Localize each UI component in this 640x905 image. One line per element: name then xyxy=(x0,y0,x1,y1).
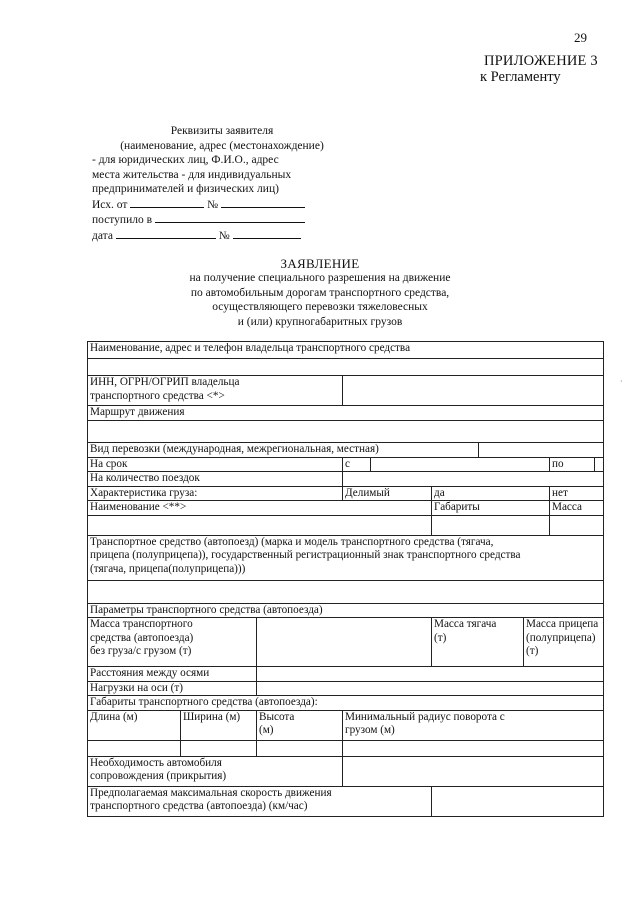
radius-label: грузом (м) xyxy=(345,724,395,736)
outgoing-label: Исх. от xyxy=(92,198,128,211)
subtitle-line: и (или) крупногабаритных грузов xyxy=(237,315,403,328)
cargo-name-label: Наименование <**> xyxy=(90,501,187,513)
vehicle-mass-value[interactable] xyxy=(257,618,432,667)
inn-value-cell[interactable] xyxy=(343,376,604,406)
cargo-mass-label: Масса xyxy=(552,501,582,513)
vehicle-description-line: Транспортное средство (автопоезд) (марка и модель транспортного средства (тягача, xyxy=(90,535,494,548)
transport-type-label: Вид перевозки (международная, межрегиональная, местная) xyxy=(90,442,379,455)
requisites-line: места жительства - для индивидуальных xyxy=(92,168,292,181)
scan-mark: · xyxy=(620,377,623,386)
height-value[interactable] xyxy=(257,740,343,756)
width-value[interactable] xyxy=(181,740,257,756)
period-from-label: с xyxy=(345,457,350,470)
trailer-mass-label: Масса прицепа xyxy=(526,618,599,630)
vehicle-description-line: (тягача, прицепа(полуприцепа))) xyxy=(90,562,246,575)
outgoing-date-blank xyxy=(130,197,204,208)
number-sign: № xyxy=(218,229,230,242)
speed-cell xyxy=(88,786,432,816)
subtitle-line: на получение специального разрешения на движение xyxy=(189,272,451,284)
cargo-char-label: Характеристика груза: xyxy=(90,486,198,499)
yes-label: да xyxy=(434,486,445,499)
trailer-mass-cell xyxy=(524,618,604,667)
cargo-name-cell xyxy=(88,501,432,516)
trips-value-cell[interactable] xyxy=(343,472,604,487)
received-blank xyxy=(155,212,305,223)
cargo-char-cell xyxy=(88,486,343,501)
inn-label: транспортного средства <*> xyxy=(90,389,225,402)
received-label: поступило в xyxy=(92,214,153,226)
appendix-title: ПРИЛОЖЕНИЕ 3 xyxy=(484,53,598,69)
divisible-yes-cell[interactable] xyxy=(432,486,550,501)
escort-label: сопровождения (прикрытия) xyxy=(90,770,227,782)
cargo-dimensions-cell xyxy=(432,501,550,516)
requisites-line: - для юридических лиц, Ф.И.О., адрес xyxy=(92,154,279,166)
period-label: На срок xyxy=(90,457,128,470)
cargo-mass-cell xyxy=(550,501,604,516)
tractor-mass-label: (т) xyxy=(434,631,447,644)
outgoing-number-blank xyxy=(221,197,305,208)
inn-label: ИНН, ОГРН/ОГРИП владельца xyxy=(90,376,240,388)
subtitle-line: осуществляющего перевозки тяжеловесных xyxy=(212,301,428,313)
trailer-mass-label: (т) xyxy=(526,645,539,657)
tractor-mass-cell xyxy=(432,618,524,667)
escort-cell xyxy=(88,756,343,786)
period-label-cell xyxy=(88,457,343,472)
axle-load-label: Нагрузки на оси (т) xyxy=(90,681,184,694)
period-to-value[interactable] xyxy=(595,457,604,472)
owner-label: Наименование, адрес и телефон владельца транспортного средства xyxy=(90,342,411,354)
vehicle-description-line: прицепа (полуприцепа)), государственный регистрационный знак транспортного средства xyxy=(90,549,521,561)
params-label: Параметры транспортного средства (автопоезда) xyxy=(90,603,323,616)
applicant-requisites xyxy=(92,124,352,243)
route-label: Маршрут движения xyxy=(90,406,185,418)
inn-label-cell xyxy=(88,376,343,406)
page-number: 29 xyxy=(574,30,587,45)
vehicle-mass-label: средства (автопоезда) xyxy=(90,631,194,644)
trips-label: На количество поездок xyxy=(90,472,200,484)
period-to-cell xyxy=(550,457,595,472)
axle-load-value[interactable] xyxy=(257,681,604,696)
outgoing-line xyxy=(92,197,352,213)
tractor-mass-label: Масса тягача xyxy=(434,618,497,630)
statement-subtitle xyxy=(0,271,640,329)
requisites-line: (наименование, адрес (местонахождение) xyxy=(120,139,324,152)
statement-title: ЗАЯВЛЕНИЕ xyxy=(280,256,360,271)
route-value-cell[interactable] xyxy=(88,420,604,442)
vehicle-mass-cell xyxy=(88,618,257,667)
radius-label: Минимальный радиус поворота с xyxy=(345,710,505,723)
axle-distance-cell xyxy=(88,667,257,682)
speed-label: Предполагаемая максимальная скорость движения xyxy=(90,786,332,799)
transport-type-value-cell[interactable] xyxy=(479,442,604,457)
axle-distance-label: Расстояния между осями xyxy=(90,667,210,679)
trips-label-cell xyxy=(88,472,343,487)
route-row xyxy=(88,406,604,421)
date-blank xyxy=(116,228,216,239)
height-cell xyxy=(257,710,343,740)
height-label: (м) xyxy=(259,724,274,736)
date-line xyxy=(92,228,352,244)
height-label: Высота xyxy=(259,710,295,723)
period-from-value[interactable] xyxy=(371,457,550,472)
cargo-dimensions-value[interactable] xyxy=(432,515,550,535)
requisites-heading: Реквизиты заявителя xyxy=(170,125,274,137)
owner-value-cell[interactable] xyxy=(88,359,604,376)
requisites-line: предпринимателей и физических лиц) xyxy=(92,183,279,195)
escort-value[interactable] xyxy=(343,756,604,786)
vehicle-dims-row xyxy=(88,696,604,711)
axle-distance-value[interactable] xyxy=(257,667,604,682)
vehicle-mass-label: без груза/с грузом (т) xyxy=(90,645,192,657)
radius-cell xyxy=(343,710,604,740)
radius-value[interactable] xyxy=(343,740,604,756)
length-value[interactable] xyxy=(88,740,181,756)
speed-value[interactable] xyxy=(432,786,604,816)
cargo-dimensions-label: Габариты xyxy=(434,501,480,513)
received-line xyxy=(92,212,352,228)
date-label: дата xyxy=(92,229,113,242)
axle-load-cell xyxy=(88,681,257,696)
divisible-cell xyxy=(343,486,432,501)
vehicle-description-value[interactable] xyxy=(88,580,604,603)
subtitle-line: по автомобильным дорогам транспортного средства, xyxy=(190,286,450,299)
period-from-cell xyxy=(343,457,371,472)
divisible-no-cell[interactable] xyxy=(550,486,604,501)
width-cell xyxy=(181,710,257,740)
length-cell xyxy=(88,710,181,740)
vehicle-description-cell xyxy=(88,535,604,580)
application-form xyxy=(87,341,604,817)
width-label: Ширина (м) xyxy=(183,710,241,723)
owner-row xyxy=(88,342,604,359)
number-sign: № xyxy=(207,198,219,211)
period-to-label: по xyxy=(552,457,564,470)
no-label: нет xyxy=(552,486,568,499)
cargo-mass-value[interactable] xyxy=(550,515,604,535)
params-row xyxy=(88,603,604,618)
escort-label: Необходимость автомобиля xyxy=(90,756,222,769)
vehicle-dims-label: Габариты транспортного средства (автопоезда): xyxy=(90,696,318,708)
cargo-name-value[interactable] xyxy=(88,515,432,535)
divisible-label: Делимый xyxy=(345,486,390,499)
transport-type-cell xyxy=(88,442,479,457)
appendix-subtitle: к Регламенту xyxy=(480,69,561,85)
vehicle-mass-label: Масса транспортного xyxy=(90,618,193,630)
length-label: Длина (м) xyxy=(90,710,138,723)
speed-label: транспортного средства (автопоезда) (км/час) xyxy=(90,800,308,812)
date-number-blank xyxy=(233,228,301,239)
trailer-mass-label: (полуприцепа) xyxy=(526,631,596,644)
